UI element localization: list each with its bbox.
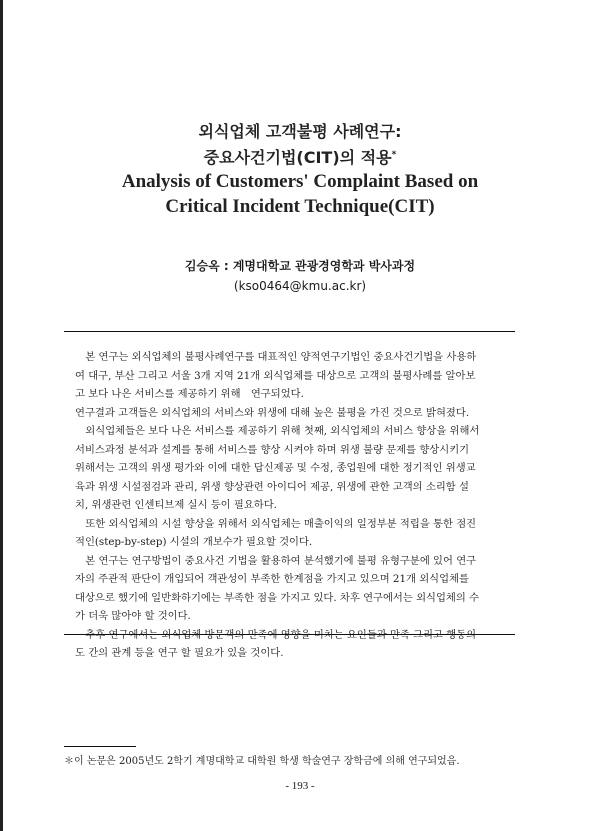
abstract-line: 고 보다 나은 서비스를 제공하기 위해 연구되었다. xyxy=(75,388,304,400)
abstract-line: 도 간의 관계 등을 연구 할 필요가 있을 것이다. xyxy=(75,647,284,659)
title-english-line-2: Critical Incident Technique(CIT) xyxy=(165,196,435,217)
abstract-line: 본 연구는 연구방법이 중요사건 기법을 활용하여 분석했기에 불평 유형구분에 있어 연구 xyxy=(75,554,477,567)
page-number: - 193 - xyxy=(285,780,315,792)
author-affiliation: 김승옥 : 계명대학교 관광경영학과 박사과정 xyxy=(184,259,416,273)
abstract-line: 육과 위생 시설점검과 관리, 위생 향상관련 아이디어 제공, 위생에 관한 고객의 소리함 설 xyxy=(75,480,469,493)
abstract-line: 적인(step-by-step) 시설의 개보수가 필요할 것이다. xyxy=(75,536,313,548)
abstract-line: 치, 위생관련 인센티브제 실시 등이 필요하다. xyxy=(75,499,277,511)
title-korean-text: 중요사건기법(CIT)의 적용 xyxy=(203,148,392,167)
abstract-bottom-rule xyxy=(64,634,515,635)
footnote-rule xyxy=(64,746,136,747)
abstract-line: 본 연구는 외식업체의 불평사례연구를 대표적인 양적연구기법인 중요사건기법을 사용하 xyxy=(75,351,477,363)
abstract-body xyxy=(75,348,515,663)
title-korean-line-1: 외식업체 고객불평 사례연구: xyxy=(198,122,402,141)
abstract-top-rule xyxy=(64,331,515,332)
title-korean-line-2 xyxy=(0,145,600,168)
author-email: (kso0464@kmu.ac.kr) xyxy=(233,279,367,293)
abstract-line: 대상으로 했기에 일반화하기에는 부족한 점을 가지고 있다. 차후 연구에서는 외식업체의 수 xyxy=(75,591,480,604)
abstract-line: 또한 외식업체의 시설 향상을 위해서 외식업체는 매출이익의 일정부분 적립을 통한 점진 xyxy=(75,517,477,530)
abstract-line: 추후 연구에서는 외식업체 방문객의 만족에 영향을 미치는 요인들과 만족 그리고 행동의 xyxy=(75,628,477,641)
abstract-line: 위해서는 고객의 위생 평가와 이에 대한 답신제공 및 수정, 종업원에 대한 정기적인 위생교 xyxy=(75,462,476,474)
abstract-line: 자의 주관적 판단이 개입되어 객관성이 부족한 한계점을 가지고 있으며 21개 외식업체를 xyxy=(75,573,469,585)
abstract-line: 외식업체들은 보다 나은 서비스를 제공하기 위해 첫째, 외식업체의 서비스 향상을 위해서 xyxy=(75,425,480,437)
abstract-line: 가 더욱 많아야 할 것이다. xyxy=(75,610,191,622)
title-footnote-marker: * xyxy=(391,150,397,160)
abstract-line: 여 대구, 부산 그리고 서울 3개 지역 21개 외식업체를 대상으로 고객의 불평사례를 알아보 xyxy=(75,369,476,382)
abstract-line: 서비스과정 분석과 설계를 통해 서비스를 향상 시켜야 하며 위생 불량 문제를 향상시키기 xyxy=(75,443,470,456)
footnote: ＊이 논문은 2005년도 2학기 계명대학교 대학원 학생 학술연구 장학금에 의해 연구되었음. xyxy=(64,756,460,767)
title-english-line-1: Analysis of Customers' Complaint Based on xyxy=(121,171,479,192)
abstract-line: 연구결과 고객들은 외식업체의 서비스와 위생에 대해 높은 불평을 가진 것으로 밝혀졌다. xyxy=(75,406,470,419)
